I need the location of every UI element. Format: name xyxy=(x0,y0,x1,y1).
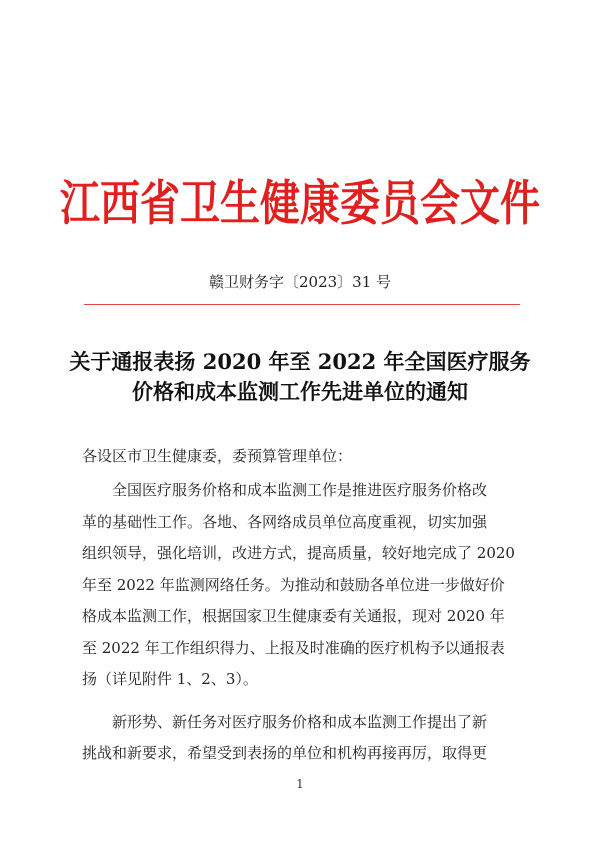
issuer-header-title: 江西省卫生健康委员会文件 xyxy=(60,175,540,232)
body-line: 格成本监测工作，根据国家卫生健康委有关通报，现对 2020 年 xyxy=(82,607,505,625)
body-line: 年至 2022 年监测网络任务。为推动和鼓励各单位进一步做好价 xyxy=(82,576,505,594)
body-line: 组织领导，强化培训，改进方式，提高质量，较好地完成了 2020 xyxy=(82,544,515,562)
page-number: 1 xyxy=(296,777,304,791)
document-title xyxy=(0,347,600,407)
red-separator-line xyxy=(84,304,520,305)
body-line: 至 2022 年工作组织得力、上报及时准确的医疗机构予以通报表 xyxy=(82,639,505,657)
salutation: 各设区市卫生健康委，委预算管理单位： xyxy=(82,447,353,465)
document-title-line-1: 关于通报表扬 2020 年至 2022 年全国医疗服务 xyxy=(69,349,531,374)
body-line: 新形势、新任务对医疗服务价格和成本监测工作提出了新 xyxy=(112,713,488,731)
body-line: 挑战和新要求，希望受到表扬的单位和机构再接再厉，取得更 xyxy=(82,744,488,762)
body-line: 全国医疗服务价格和成本监测工作是推进医疗服务价格改 xyxy=(112,481,488,499)
body-line: 扬（详见附件 1、2、3）。 xyxy=(82,670,258,688)
body-line: 革的基础性工作。各地、各网络成员单位高度重视，切实加强 xyxy=(82,513,488,531)
document-title-line-2: 价格和成本监测工作先进单位的通知 xyxy=(132,379,468,404)
document-number: 赣卫财务字〔2023〕31 号 xyxy=(208,273,392,291)
